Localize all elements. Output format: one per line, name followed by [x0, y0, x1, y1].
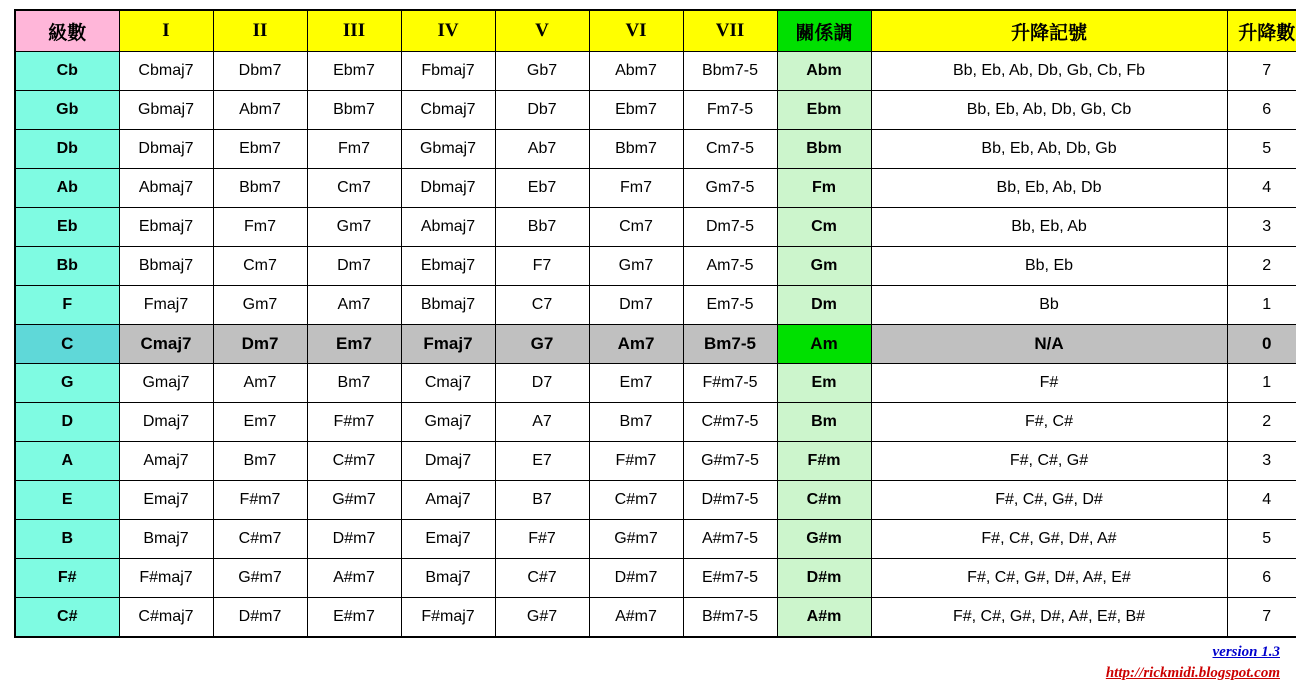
- header-roman-7: VII: [683, 10, 777, 52]
- key-degree-cell: C#: [15, 598, 119, 638]
- chord-cell: Am7: [307, 286, 401, 325]
- accidentals-cell: F#, C#, G#, D#, A#, E#: [871, 559, 1227, 598]
- accidental-count-cell: 6: [1227, 559, 1296, 598]
- relative-key-cell: Cm: [777, 208, 871, 247]
- chord-cell: Amaj7: [119, 442, 213, 481]
- chord-cell: C#m7-5: [683, 403, 777, 442]
- header-roman-2: II: [213, 10, 307, 52]
- chord-cell: Dm7: [213, 325, 307, 364]
- chord-cell: F7: [495, 247, 589, 286]
- key-degree-cell: F#: [15, 559, 119, 598]
- accidentals-cell: Bb, Eb: [871, 247, 1227, 286]
- chord-cell: Bm7: [589, 403, 683, 442]
- chord-cell: Cm7: [589, 208, 683, 247]
- accidental-count-cell: 2: [1227, 403, 1296, 442]
- accidental-count-cell: 1: [1227, 364, 1296, 403]
- chord-cell: A#m7: [307, 559, 401, 598]
- chord-cell: Abm7: [213, 91, 307, 130]
- chord-cell: D#m7: [213, 598, 307, 638]
- relative-key-cell: Em: [777, 364, 871, 403]
- header-roman-5: V: [495, 10, 589, 52]
- accidental-count-cell: 6: [1227, 91, 1296, 130]
- chord-cell: Cmaj7: [401, 364, 495, 403]
- header-degree: 級數: [15, 10, 119, 52]
- chord-cell: Bbm7: [213, 169, 307, 208]
- accidentals-cell: N/A: [871, 325, 1227, 364]
- table-row: [15, 91, 1296, 130]
- key-degree-cell: Bb: [15, 247, 119, 286]
- key-degree-cell: Ab: [15, 169, 119, 208]
- chord-cell: Em7: [589, 364, 683, 403]
- chord-cell: Fm7-5: [683, 91, 777, 130]
- chord-cell: E#m7: [307, 598, 401, 638]
- accidentals-cell: Bb, Eb, Ab: [871, 208, 1227, 247]
- chord-cell: Gm7: [307, 208, 401, 247]
- chord-cell: Bm7-5: [683, 325, 777, 364]
- chord-cell: Am7-5: [683, 247, 777, 286]
- chord-cell: Em7: [213, 403, 307, 442]
- relative-key-cell: Fm: [777, 169, 871, 208]
- accidentals-cell: Bb, Eb, Ab, Db, Gb, Cb: [871, 91, 1227, 130]
- accidentals-cell: Bb, Eb, Ab, Db: [871, 169, 1227, 208]
- relative-key-cell: G#m: [777, 520, 871, 559]
- chord-cell: Amaj7: [401, 481, 495, 520]
- chord-cell: Bbm7-5: [683, 52, 777, 91]
- chord-progression-table: [14, 9, 1296, 638]
- chord-cell: Fmaj7: [401, 325, 495, 364]
- chord-cell: G#m7: [589, 520, 683, 559]
- accidentals-cell: F#, C#: [871, 403, 1227, 442]
- chord-cell: Fmaj7: [119, 286, 213, 325]
- key-degree-cell: G: [15, 364, 119, 403]
- chord-cell: Cbmaj7: [401, 91, 495, 130]
- key-degree-cell: A: [15, 442, 119, 481]
- key-degree-cell: Db: [15, 130, 119, 169]
- chord-cell: F#m7-5: [683, 364, 777, 403]
- chord-cell: Cm7: [307, 169, 401, 208]
- table-row: [15, 169, 1296, 208]
- chord-cell: Fm7: [213, 208, 307, 247]
- chord-cell: G#m7: [307, 481, 401, 520]
- chord-cell: F#maj7: [401, 598, 495, 638]
- chord-cell: D#m7: [589, 559, 683, 598]
- chord-cell: Bbmaj7: [401, 286, 495, 325]
- chord-cell: F#7: [495, 520, 589, 559]
- key-degree-cell: Cb: [15, 52, 119, 91]
- chord-cell: Dm7-5: [683, 208, 777, 247]
- table-row: [15, 208, 1296, 247]
- chord-cell: Dm7: [307, 247, 401, 286]
- accidental-count-cell: 5: [1227, 520, 1296, 559]
- table-header-row: [15, 10, 1296, 52]
- footer: [1106, 642, 1280, 686]
- accidentals-cell: F#, C#, G#, D#: [871, 481, 1227, 520]
- header-roman-1: I: [119, 10, 213, 52]
- relative-key-cell: Am: [777, 325, 871, 364]
- chord-cell: C#7: [495, 559, 589, 598]
- chord-cell: Abmaj7: [119, 169, 213, 208]
- chord-cell: Cbmaj7: [119, 52, 213, 91]
- accidental-count-cell: 4: [1227, 481, 1296, 520]
- chord-cell: Cm7: [213, 247, 307, 286]
- accidentals-cell: Bb, Eb, Ab, Db, Gb: [871, 130, 1227, 169]
- chord-cell: Gbmaj7: [119, 91, 213, 130]
- chord-cell: G#m7: [213, 559, 307, 598]
- chord-cell: Dmaj7: [119, 403, 213, 442]
- chord-cell: Am7: [589, 325, 683, 364]
- chord-cell: Abm7: [589, 52, 683, 91]
- chord-cell: Dbmaj7: [401, 169, 495, 208]
- key-degree-cell: B: [15, 520, 119, 559]
- chord-cell: F#m7: [589, 442, 683, 481]
- chord-cell: G#7: [495, 598, 589, 638]
- header-accidentals: 升降記號: [871, 10, 1227, 52]
- relative-key-cell: Abm: [777, 52, 871, 91]
- chord-cell: Gmaj7: [119, 364, 213, 403]
- chord-cell: Abmaj7: [401, 208, 495, 247]
- chord-cell: Emaj7: [119, 481, 213, 520]
- chord-cell: B7: [495, 481, 589, 520]
- accidentals-cell: Bb, Eb, Ab, Db, Gb, Cb, Fb: [871, 52, 1227, 91]
- chord-cell: F#m7: [213, 481, 307, 520]
- key-degree-cell: D: [15, 403, 119, 442]
- chord-cell: C7: [495, 286, 589, 325]
- chord-cell: A#m7: [589, 598, 683, 638]
- table-body: [15, 52, 1296, 638]
- chord-cell: Ab7: [495, 130, 589, 169]
- chord-cell: F#m7: [307, 403, 401, 442]
- accidentals-cell: F#, C#, G#, D#, A#, E#, B#: [871, 598, 1227, 638]
- chord-cell: Ebm7: [589, 91, 683, 130]
- chord-cell: C#m7: [213, 520, 307, 559]
- chord-cell: C#m7: [307, 442, 401, 481]
- accidentals-cell: Bb: [871, 286, 1227, 325]
- chord-cell: Db7: [495, 91, 589, 130]
- chord-cell: Gm7-5: [683, 169, 777, 208]
- table-row: [15, 598, 1296, 638]
- chord-cell: Bbm7: [307, 91, 401, 130]
- chord-cell: A7: [495, 403, 589, 442]
- chord-cell: Bmaj7: [401, 559, 495, 598]
- accidental-count-cell: 3: [1227, 442, 1296, 481]
- chord-cell: D#m7-5: [683, 481, 777, 520]
- chord-cell: Fm7: [307, 130, 401, 169]
- relative-key-cell: C#m: [777, 481, 871, 520]
- chord-cell: C#m7: [589, 481, 683, 520]
- chord-cell: F#maj7: [119, 559, 213, 598]
- chord-cell: Cmaj7: [119, 325, 213, 364]
- chord-cell: Emaj7: [401, 520, 495, 559]
- table-row: [15, 403, 1296, 442]
- key-degree-cell: C: [15, 325, 119, 364]
- accidentals-cell: F#: [871, 364, 1227, 403]
- accidental-count-cell: 1: [1227, 286, 1296, 325]
- chord-cell: Em7-5: [683, 286, 777, 325]
- chord-cell: Ebmaj7: [119, 208, 213, 247]
- chord-cell: Fm7: [589, 169, 683, 208]
- table-row: [15, 559, 1296, 598]
- header-relative-key: 關係調: [777, 10, 871, 52]
- chord-cell: C#maj7: [119, 598, 213, 638]
- chord-cell: Dmaj7: [401, 442, 495, 481]
- table-row: [15, 325, 1296, 364]
- chord-cell: Ebm7: [213, 130, 307, 169]
- relative-key-cell: Ebm: [777, 91, 871, 130]
- chord-cell: D7: [495, 364, 589, 403]
- table-row: [15, 442, 1296, 481]
- chord-cell: Bmaj7: [119, 520, 213, 559]
- table-row: [15, 247, 1296, 286]
- accidental-count-cell: 2: [1227, 247, 1296, 286]
- chord-cell: Bbm7: [589, 130, 683, 169]
- chord-cell: Ebm7: [307, 52, 401, 91]
- chord-cell: Gm7: [589, 247, 683, 286]
- relative-key-cell: D#m: [777, 559, 871, 598]
- chord-cell: Bm7: [307, 364, 401, 403]
- table-row: [15, 481, 1296, 520]
- version-label: version 1.3: [1212, 643, 1280, 660]
- accidental-count-cell: 3: [1227, 208, 1296, 247]
- relative-key-cell: Gm: [777, 247, 871, 286]
- chord-cell: Dbm7: [213, 52, 307, 91]
- table-row: [15, 364, 1296, 403]
- chord-cell: E7: [495, 442, 589, 481]
- chord-cell: Cm7-5: [683, 130, 777, 169]
- chord-cell: Bb7: [495, 208, 589, 247]
- chord-cell: B#m7-5: [683, 598, 777, 638]
- table-row: [15, 52, 1296, 91]
- chord-cell: Dm7: [589, 286, 683, 325]
- chord-cell: Gb7: [495, 52, 589, 91]
- chord-cell: Bbmaj7: [119, 247, 213, 286]
- accidentals-cell: F#, C#, G#: [871, 442, 1227, 481]
- chord-cell: Eb7: [495, 169, 589, 208]
- table-row: [15, 520, 1296, 559]
- table-row: [15, 130, 1296, 169]
- key-degree-cell: F: [15, 286, 119, 325]
- chord-cell: E#m7-5: [683, 559, 777, 598]
- chord-cell: A#m7-5: [683, 520, 777, 559]
- header-accidental-count: 升降數: [1227, 10, 1296, 52]
- chord-cell: Dbmaj7: [119, 130, 213, 169]
- chord-cell: Fbmaj7: [401, 52, 495, 91]
- chord-cell: Gbmaj7: [401, 130, 495, 169]
- relative-key-cell: Dm: [777, 286, 871, 325]
- header-roman-4: IV: [401, 10, 495, 52]
- blog-url-link[interactable]: http://rickmidi.blogspot.com: [1105, 665, 1280, 682]
- accidental-count-cell: 7: [1227, 52, 1296, 91]
- chord-cell: Bm7: [213, 442, 307, 481]
- accidental-count-cell: 7: [1227, 598, 1296, 638]
- chord-cell: Gm7: [213, 286, 307, 325]
- header-roman-3: III: [307, 10, 401, 52]
- accidental-count-cell: 0: [1227, 325, 1296, 364]
- chord-cell: Ebmaj7: [401, 247, 495, 286]
- accidental-count-cell: 4: [1227, 169, 1296, 208]
- accidentals-cell: F#, C#, G#, D#, A#: [871, 520, 1227, 559]
- chord-cell: D#m7: [307, 520, 401, 559]
- key-degree-cell: Eb: [15, 208, 119, 247]
- key-degree-cell: E: [15, 481, 119, 520]
- relative-key-cell: F#m: [777, 442, 871, 481]
- chord-cell: Em7: [307, 325, 401, 364]
- table-row: [15, 286, 1296, 325]
- chord-cell: Gmaj7: [401, 403, 495, 442]
- header-roman-6: VI: [589, 10, 683, 52]
- relative-key-cell: Bm: [777, 403, 871, 442]
- chord-cell: Am7: [213, 364, 307, 403]
- chord-cell: G7: [495, 325, 589, 364]
- relative-key-cell: Bbm: [777, 130, 871, 169]
- key-degree-cell: Gb: [15, 91, 119, 130]
- accidental-count-cell: 5: [1227, 130, 1296, 169]
- chord-cell: G#m7-5: [683, 442, 777, 481]
- relative-key-cell: A#m: [777, 598, 871, 638]
